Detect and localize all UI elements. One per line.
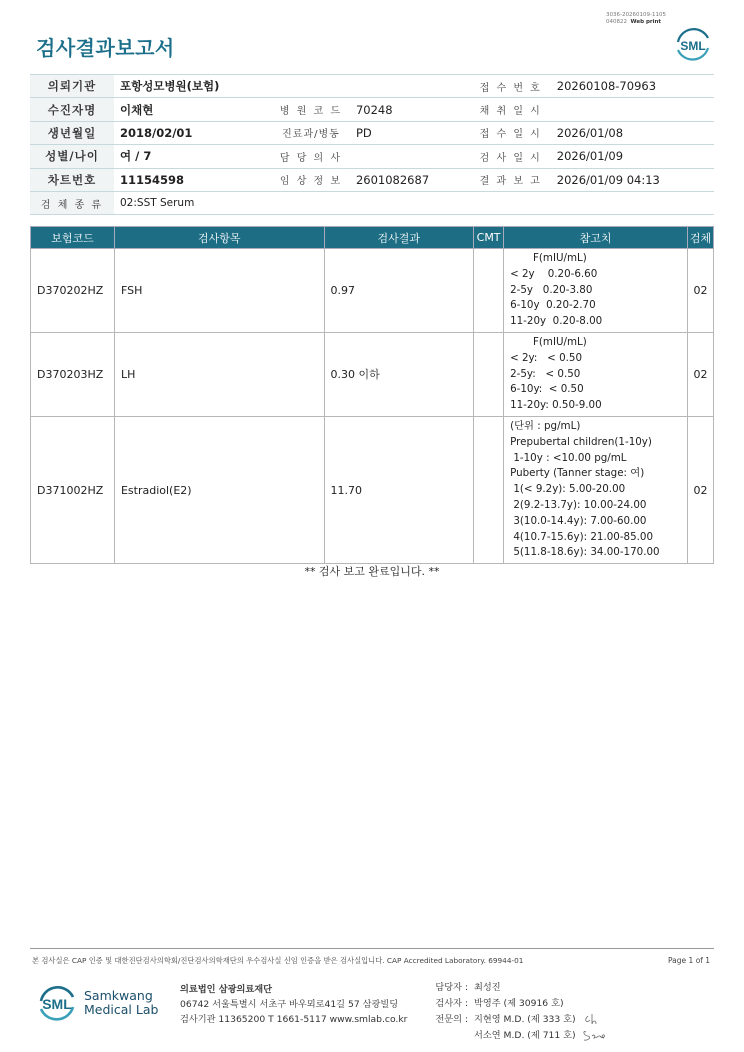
- info-row: [30, 191, 714, 214]
- value-patient-name: 이채현: [114, 98, 272, 121]
- staff-role: 전문의 :: [435, 1014, 468, 1025]
- cell-result: 0.30 이하: [324, 332, 474, 416]
- value-report-date: 2026/01/09 04:13: [551, 168, 714, 191]
- label-department: 진료과/병동: [272, 121, 350, 144]
- value-department: PD: [350, 121, 471, 144]
- value-sex-age: 여 / 7: [114, 145, 272, 168]
- cell-code: D371002HZ: [31, 416, 115, 563]
- value-doctor: [350, 145, 471, 168]
- label-sex-age: 성별/나이: [30, 145, 114, 168]
- col-result: 검사결과: [324, 227, 474, 249]
- print-label: Web print: [630, 19, 662, 25]
- col-specimen: 검체: [687, 227, 713, 249]
- value-collection-date: [551, 98, 714, 121]
- value-chart-no: 11154598: [114, 168, 272, 191]
- lab-name-line1: Samkwang: [84, 988, 153, 1003]
- info-row: [30, 121, 714, 144]
- staff-name: 지현영 M.D. (제 333 호): [474, 1014, 576, 1025]
- label-receipt-date: 접 수 일 시: [471, 121, 551, 144]
- staff-role: [428, 1028, 468, 1044]
- staff-row: [428, 1012, 576, 1028]
- info-row: [30, 75, 714, 98]
- table-row: [31, 249, 714, 333]
- print-code: [606, 12, 666, 26]
- value-birthdate: 2018/02/01: [114, 121, 272, 144]
- value-requester: 포항성모병원(보험): [114, 75, 272, 98]
- cell-specimen: 02: [687, 416, 713, 563]
- value-specimen: 02:SST Serum: [114, 191, 714, 214]
- foundation-address: 06742 서울특별시 서초구 바우뫼로41길 57 삼광빌딩: [180, 999, 399, 1010]
- lab-name: [84, 989, 158, 1017]
- cell-item: Estradiol(E2): [114, 416, 324, 563]
- cell-cmt: [474, 249, 504, 333]
- col-test-item: 검사항목: [114, 227, 324, 249]
- foundation-contact: 검사기관 11365200 T 1661-5117 www.smlab.co.kr: [180, 1014, 408, 1025]
- sml-logo-icon: [672, 24, 714, 64]
- staff-role: 검사자 :: [435, 998, 468, 1009]
- col-reference: 참고치: [504, 227, 688, 249]
- cell-result: 0.97: [324, 249, 474, 333]
- report-title: 검사결과보고서: [36, 36, 175, 60]
- cell-code: D370203HZ: [31, 332, 115, 416]
- label-specimen: 검 체 종 류: [30, 191, 114, 214]
- lab-name-line2: Medical Lab: [84, 1002, 159, 1017]
- print-code-line2: 040822: [606, 19, 627, 25]
- cell-cmt: [474, 416, 504, 563]
- label-empty: [272, 75, 350, 98]
- cell-reference: F(mIU/mL) < 2y: < 0.50 2-5y: < 0.50 6-10y: < 0.50 11-20y: 0.50-9.00: [504, 332, 688, 416]
- staff-role: 담당자 :: [435, 982, 468, 993]
- label-clinical-info: 임 상 정 보: [272, 168, 350, 191]
- label-chart-no: 차트번호: [30, 168, 114, 191]
- staff-name: 서소연 M.D. (제 711 호): [474, 1030, 576, 1041]
- staff-list: [428, 980, 576, 1044]
- page-number: Page 1 of 1: [668, 956, 711, 965]
- col-insurance-code: 보험코드: [31, 227, 115, 249]
- info-row: [30, 145, 714, 168]
- cell-item: LH: [114, 332, 324, 416]
- label-birthdate: 생년월일: [30, 121, 114, 144]
- value-receipt-date: 2026/01/08: [551, 121, 714, 144]
- label-report-date: 결 과 보 고: [471, 168, 551, 191]
- table-row: [31, 416, 714, 563]
- patient-info-table: [30, 74, 714, 215]
- staff-row: [428, 1028, 576, 1044]
- value-clinical-info: 2601082687: [350, 168, 471, 191]
- cell-specimen: 02: [687, 332, 713, 416]
- label-requester: 의뢰기관: [30, 75, 114, 98]
- cell-reference: (단위 : pg/mL) Prepubertal children(1-10y) 1-10y : <10.00 pg/mL Puberty (Tanner stage: 여) 1(< 9.2y): 5.00-20.00 2(9.2-13.7y): 10.00-24.00 3(10.0-14.4y): 7.00-60.00 4(10.7-15.6y): 21.00-85.00 5(11.8-18.6y): 34.00-170.00: [504, 416, 688, 563]
- print-code-line1: 3036-20260109-1105: [606, 12, 666, 18]
- staff-row: [428, 980, 576, 996]
- col-cmt: CMT: [474, 227, 504, 249]
- foundation-info: [180, 982, 407, 1027]
- cell-reference: F(mIU/mL) < 2y 0.20-6.60 2-5y 0.20-3.80 6-10y 0.20-2.70 11-20y 0.20-8.00: [504, 249, 688, 333]
- results-table: [30, 226, 714, 564]
- svg-text:SML: SML: [42, 996, 72, 1012]
- cell-code: D370202HZ: [31, 249, 115, 333]
- info-row: [30, 168, 714, 191]
- label-hospital-code: 병 원 코 드: [272, 98, 350, 121]
- svg-text:SML: SML: [680, 39, 706, 53]
- cell-result: 11.70: [324, 416, 474, 563]
- foundation-name: 의료법인 삼광의료재단: [180, 984, 272, 995]
- completion-note: ** 검사 보고 완료입니다. **: [304, 565, 440, 578]
- cell-specimen: 02: [687, 249, 713, 333]
- cell-cmt: [474, 332, 504, 416]
- label-collection-date: 채 취 일 시: [471, 98, 551, 121]
- label-doctor: 담 당 의 사: [272, 145, 350, 168]
- value-hospital-code: 70248: [350, 98, 471, 121]
- staff-name: 박영주 (제 30916 호): [474, 998, 564, 1009]
- staff-row: [428, 996, 576, 1012]
- sml-logo-icon: [36, 982, 78, 1024]
- value-empty: [350, 75, 471, 98]
- table-row: [31, 332, 714, 416]
- staff-name: 최성진: [474, 982, 501, 993]
- certification-note: 본 검사실은 CAP 인증 및 대한진단검사의학회/진단검사의학재단의 우수검사실 신임 인증을 받은 검사실입니다. CAP Accredited Laboratory. 69944-01: [32, 956, 524, 965]
- value-receipt-no: 20260108-70963: [551, 75, 714, 98]
- label-test-date: 검 사 일 시: [471, 145, 551, 168]
- signature-icon: [580, 1008, 608, 1042]
- label-receipt-no: 접 수 번 호: [471, 75, 551, 98]
- footer-divider: [30, 948, 714, 949]
- label-patient-name: 수진자명: [30, 98, 114, 121]
- value-test-date: 2026/01/09: [551, 145, 714, 168]
- cell-item: FSH: [114, 249, 324, 333]
- info-row: [30, 98, 714, 121]
